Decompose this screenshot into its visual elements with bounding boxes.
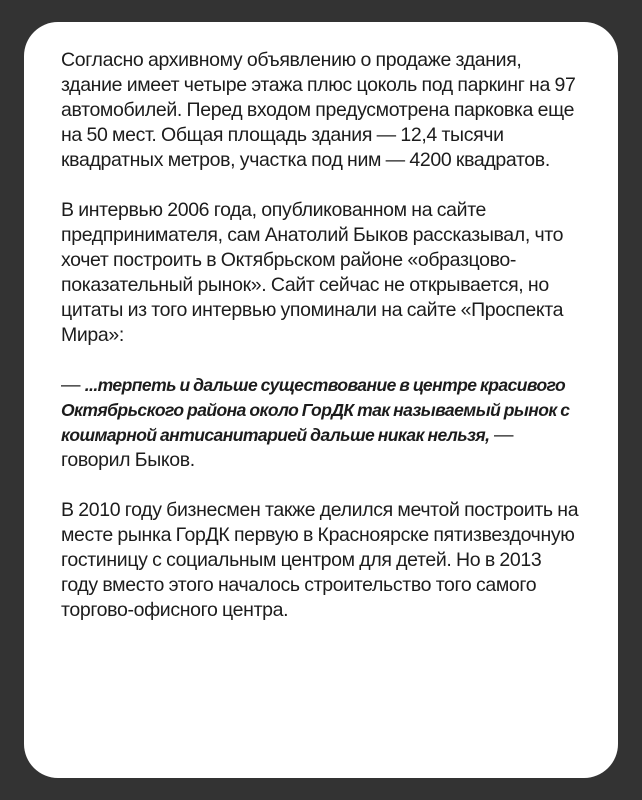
- paragraph-building-details: Согласно архивному объявлению о продаже здания, здание имеет четыре этажа плюс цоколь под паркинг на 97 автомобилей. Перед входом предусмотрена парковка еще на 50 мест. Общая площадь здания — 12,4 тысячи квадратных метров, участка под ним — 4200 квадратов.: [61, 49, 576, 171]
- paragraph-hotel-plan: В 2010 году бизнесмен также делился мечтой построить на месте рынка ГорДК первую в Красноярске пятизвездочную гостиницу с социальным центром для детей. Но в 2013 году вместо этого началось строительство того самого торгово-офисного центра.: [61, 499, 579, 621]
- quote-text: ...терпеть и дальше существование в центре красивого Октябрьского района около ГорДК так называемый рынок с кошмарной антисанитарией дальше никак нельзя,: [61, 375, 570, 445]
- quote-attribution: — говорил Быков.: [61, 424, 514, 471]
- article-card: [24, 22, 618, 778]
- paragraph-interview-2006: В интервью 2006 года, опубликованном на сайте предпринимателя, сам Анатолий Быков рассказывал, что хочет построить в Октябрьском районе «образцово-показательный рынок». Сайт сейчас не открывается, но цитаты из того интервью упоминали на сайте «Проспекта Мира»:: [61, 199, 564, 346]
- quote-dash: —: [61, 374, 85, 396]
- paragraph-quote: [61, 373, 582, 473]
